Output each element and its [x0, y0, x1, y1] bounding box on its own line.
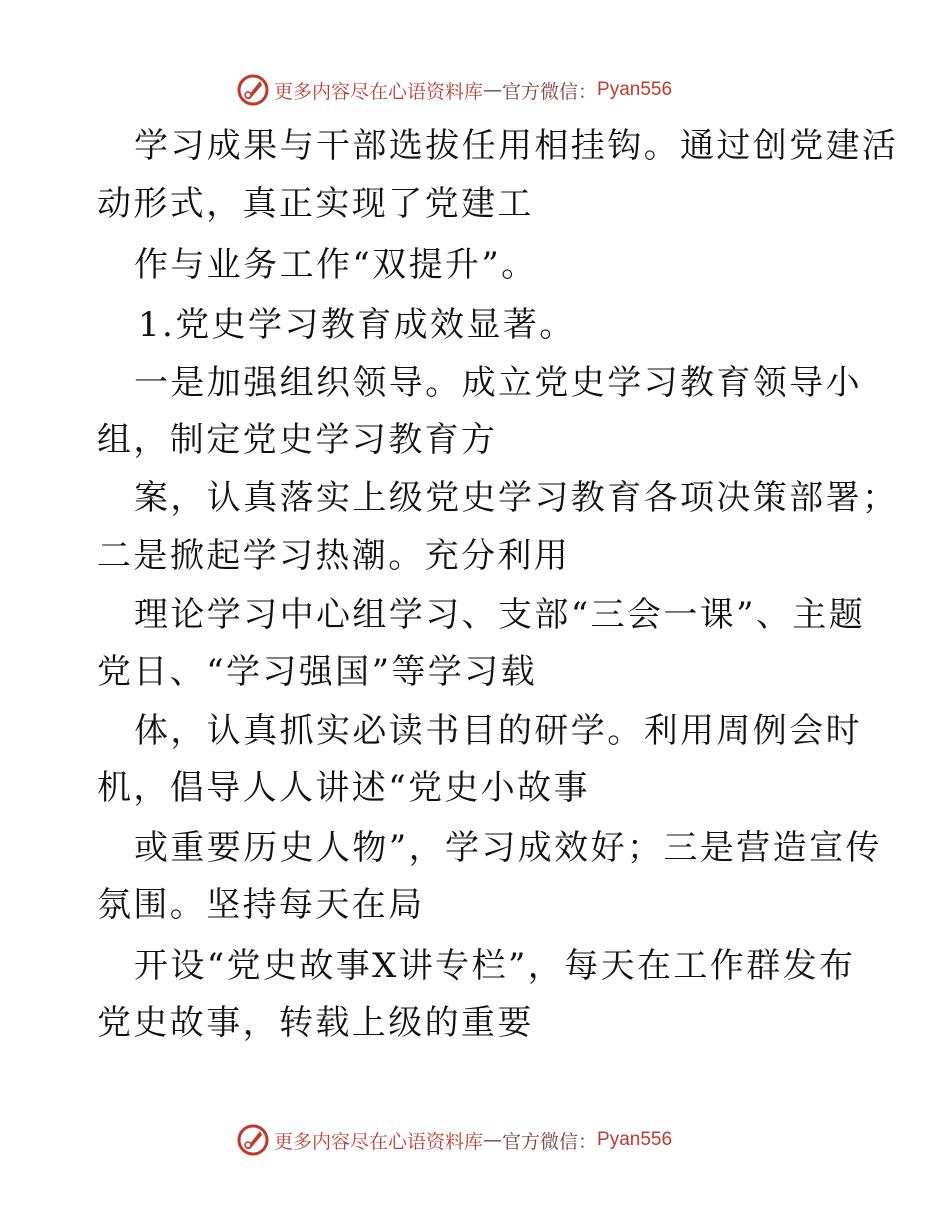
- watermark-site-text: 更多内容尽在心语资料库: [274, 80, 484, 103]
- text-line: 学习成果与干部选拔任用相挂钩。通过创党建活: [134, 126, 899, 166]
- text-line: 开设“党史故事X讲专栏”，每天在工作群发布: [134, 946, 856, 986]
- text-line: 党史故事，转载上级的重要: [97, 1003, 534, 1043]
- feather-pen-logo-icon: [236, 73, 270, 107]
- text-line: 氛围。坚持每天在局: [97, 885, 425, 925]
- watermark-wechat-id: Pyan556: [597, 79, 673, 100]
- text-line: 二是掀起学习热潮。充分利用: [97, 536, 571, 576]
- text-line: 作与业务工作“双提升”。: [134, 245, 538, 285]
- text-line: 动形式，真正实现了党建工: [97, 184, 534, 224]
- text-line: 党日、“学习强国”等学习载: [97, 652, 537, 692]
- watermark-site-text: 更多内容尽在心语资料库: [274, 1130, 484, 1153]
- text-line: 或重要历史人物”，学习成效好；三是营造宣传: [134, 828, 882, 868]
- header-watermark: [236, 73, 672, 107]
- text-line: 机，倡导人人讲述“党史小故事: [97, 768, 590, 808]
- footer-watermark: [236, 1123, 672, 1157]
- text-line: 体，认真抓实必读书目的研学。利用周例会时: [134, 711, 862, 751]
- text-line: 1.党史学习教育成效显著。: [138, 305, 576, 345]
- watermark-wechat-id: Pyan556: [597, 1129, 673, 1150]
- watermark-separator: —: [483, 79, 503, 101]
- feather-pen-logo-icon: [236, 1123, 270, 1157]
- text-line: 组，制定党史学习教育方: [97, 420, 498, 460]
- watermark-separator: —: [483, 1129, 503, 1151]
- text-line: 案，认真落实上级党史学习教育各项决策部署；: [134, 478, 899, 518]
- text-line: 理论学习中心组学习、支部“三会一课”、主题: [134, 595, 866, 635]
- text-line: 一是加强组织领导。成立党史学习教育领导小: [134, 363, 862, 403]
- watermark-official-label: 官方微信：: [502, 1130, 598, 1153]
- watermark-official-label: 官方微信：: [502, 80, 598, 103]
